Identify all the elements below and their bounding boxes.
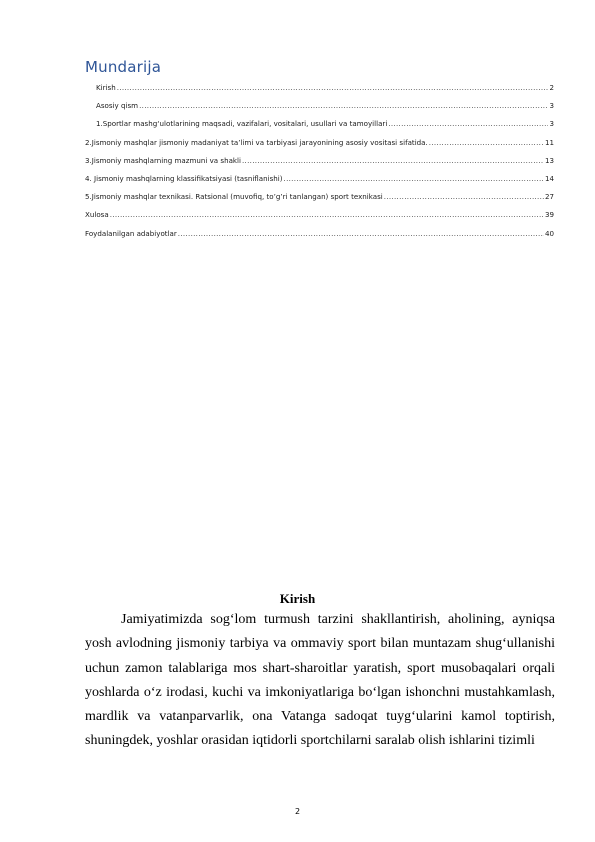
- toc-entry[interactable]: [85, 119, 554, 137]
- toc-entry-page: 39: [544, 210, 554, 220]
- toc-entry[interactable]: [85, 192, 554, 210]
- toc-entry-text: Foydalanilgan adabiyotlar: [85, 228, 177, 238]
- toc-entry[interactable]: [85, 210, 554, 228]
- toc-entry-page: 40: [544, 228, 554, 238]
- toc-entry-page: 14: [544, 173, 554, 183]
- toc-title: Mundarija: [85, 58, 162, 76]
- toc-dot-leader: [388, 119, 548, 128]
- toc-entry-page: 3: [549, 119, 554, 129]
- toc-entry[interactable]: [85, 156, 554, 174]
- toc-entry-page: 3: [549, 101, 554, 111]
- toc-dot-leader: [384, 192, 544, 201]
- toc-entry[interactable]: [85, 101, 554, 119]
- table-of-contents: [85, 83, 554, 247]
- toc-entry-page: 11: [544, 137, 554, 147]
- toc-dot-leader: [242, 156, 544, 165]
- toc-dot-leader: [429, 138, 544, 147]
- toc-entry-text: Xulosa: [85, 210, 109, 220]
- section-heading: Kirish: [279, 591, 316, 606]
- toc-entry-page: 2: [549, 83, 554, 92]
- toc-dot-leader: [139, 101, 548, 110]
- toc-entry-text: 2.Jismoniy mashqlar jismoniy madaniyat ta’limi va tarbiyasi jarayonining asosiy vositasi sifatida.: [85, 137, 428, 147]
- toc-entry[interactable]: [85, 138, 554, 156]
- toc-entry-text: 3.Jismoniy mashqlarning mazmuni va shakli: [85, 155, 241, 165]
- toc-entry-text: 5.Jismoniy mashqlar texnikasi. Ratsional (muvofiq, to’g’ri tanlangan) sport texnikasi: [85, 192, 383, 202]
- toc-dot-leader: [117, 83, 549, 92]
- toc-entry-page: 13: [544, 155, 554, 165]
- toc-entry[interactable]: [85, 83, 554, 101]
- toc-entry[interactable]: [85, 174, 554, 192]
- toc-dot-leader: [178, 229, 544, 238]
- toc-entry[interactable]: [85, 229, 554, 247]
- toc-entry-text: 1.Sportlar mashg‘ulotlarining maqsadi, vazifalari, vositalari, usullari va tamoyillari: [96, 119, 388, 129]
- toc-entry-page: 27: [544, 192, 554, 202]
- body-paragraph: Jamiyatimizda sog‘lom turmush tarzini shakllantirish, aholining, ayniqsa yosh avlodning jismoniy tarbiya va ommaviy sport bilan muntazam shug‘ullanishi uchun zamon talablariga mos shart-sharoitlar yaratish, sport musobaqalari orqali yoshlarda o‘z irodasi, kuchi va imkoniyatlariga bo‘lgan ishonchni mustahkamlash, mardlik va vatanparvarlik, ona Vatanga sadoqat tuyg‘ularini kamol toptirish, shuningdek, yoshlar orasidan iqtidorli sportchilarni saralab olish ishlarini tizimli: [85, 612, 555, 749]
- toc-dot-leader: [110, 210, 544, 219]
- toc-entry-text: Kirish: [96, 83, 116, 92]
- toc-entry-text: Asosiy qism: [96, 101, 139, 111]
- toc-entry-text: 4. Jismoniy mashqlarning klassifikatsiyasi (tasniflanishi): [85, 173, 283, 183]
- toc-dot-leader: [284, 174, 544, 183]
- page-number: 2: [294, 807, 301, 816]
